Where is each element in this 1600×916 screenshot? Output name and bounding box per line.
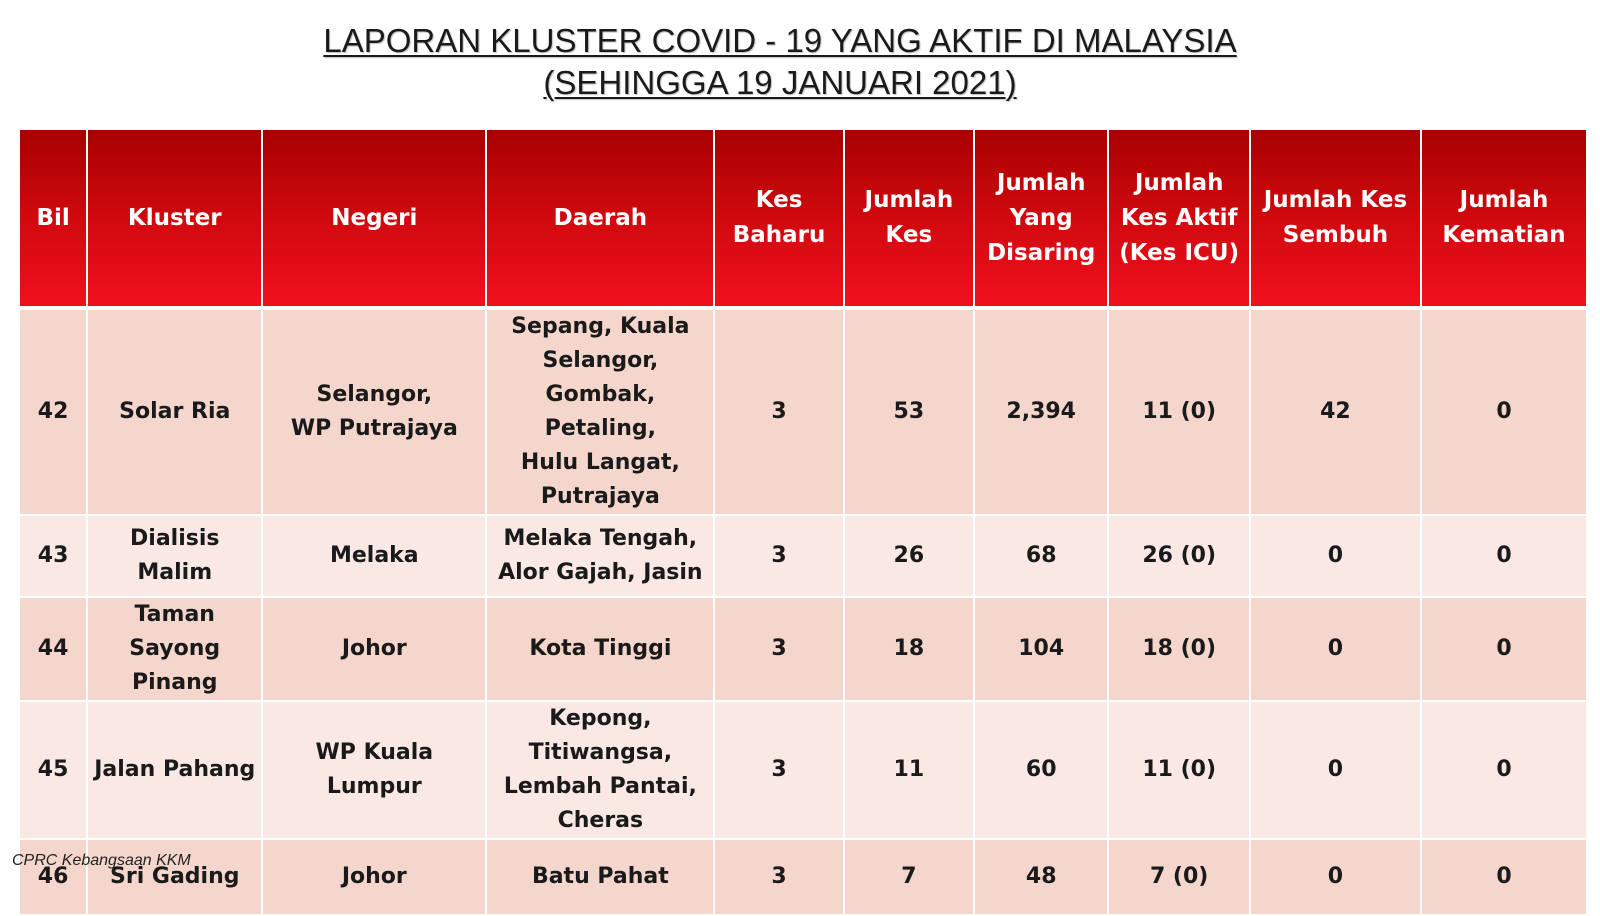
cell-negeri: Selangor, WP Putrajaya — [263, 310, 485, 516]
cell-jumlah-kes-sembuh: 0 — [1251, 598, 1420, 702]
cell-bil: 46 — [20, 840, 86, 916]
title-line-2: (SEHINGGA 19 JANUARI 2021) — [543, 64, 1017, 101]
cell-jumlah-kematian: 0 — [1422, 702, 1586, 840]
cell-jumlah-kematian: 0 — [1422, 310, 1586, 516]
table-row[interactable] — [20, 516, 1586, 598]
cell-kluster: Sri Gading — [88, 840, 261, 916]
header-jumlah-kes-aktif[interactable]: Jumlah Kes Aktif (Kes ICU) — [1109, 130, 1249, 310]
cell-jumlah-kes-aktif: 26 (0) — [1109, 516, 1249, 598]
cell-jumlah-kematian: 0 — [1422, 598, 1586, 702]
cell-jumlah-kes: 11 — [845, 702, 973, 840]
cell-jumlah-kematian: 0 — [1422, 840, 1586, 916]
header-jumlah-kes-sembuh[interactable]: Jumlah Kes Sembuh — [1251, 130, 1420, 310]
cell-jumlah-kes: 7 — [845, 840, 973, 916]
cell-kes-baharu: 3 — [715, 702, 842, 840]
cell-jumlah-kes: 26 — [845, 516, 973, 598]
cell-jumlah-kes-aktif: 11 (0) — [1109, 702, 1249, 840]
cell-kes-baharu: 3 — [715, 310, 842, 516]
cell-jumlah-kes-aktif: 18 (0) — [1109, 598, 1249, 702]
header-negeri[interactable]: Negeri — [263, 130, 485, 310]
cluster-table-container — [18, 130, 1588, 916]
cell-kluster: Solar Ria — [88, 310, 261, 516]
cell-negeri: Melaka — [263, 516, 485, 598]
cell-jumlah-kes-sembuh: 42 — [1251, 310, 1420, 516]
cell-kluster: Taman Sayong Pinang — [88, 598, 261, 702]
cell-bil: 43 — [20, 516, 86, 598]
header-kes-baharu[interactable]: Kes Baharu — [715, 130, 842, 310]
header-jumlah-disaring[interactable]: Jumlah Yang Disaring — [975, 130, 1107, 310]
header-daerah[interactable]: Daerah — [487, 130, 713, 310]
cell-negeri: Johor — [263, 598, 485, 702]
cell-daerah: Batu Pahat — [487, 840, 713, 916]
cell-jumlah-disaring: 68 — [975, 516, 1107, 598]
cell-bil: 42 — [20, 310, 86, 516]
cell-negeri: WP Kuala Lumpur — [263, 702, 485, 840]
cell-kes-baharu: 3 — [715, 516, 842, 598]
cell-jumlah-kematian: 0 — [1422, 516, 1586, 598]
cell-kes-baharu: 3 — [715, 840, 842, 916]
cell-kluster: Dialisis Malim — [88, 516, 261, 598]
table-row[interactable] — [20, 702, 1586, 840]
header-jumlah-kes[interactable]: Jumlah Kes — [845, 130, 973, 310]
cell-jumlah-kes-sembuh: 0 — [1251, 840, 1420, 916]
cell-negeri: Johor — [263, 840, 485, 916]
cell-jumlah-disaring: 60 — [975, 702, 1107, 840]
header-kluster[interactable]: Kluster — [88, 130, 261, 310]
cell-daerah: Kepong, Titiwangsa, Lembah Pantai, Cheras — [487, 702, 713, 840]
title-line-1: LAPORAN KLUSTER COVID - 19 YANG AKTIF DI MALAYSIA — [323, 22, 1237, 59]
cell-jumlah-kes-aktif: 7 (0) — [1109, 840, 1249, 916]
cell-kes-baharu: 3 — [715, 598, 842, 702]
table-row[interactable] — [20, 598, 1586, 702]
cell-daerah: Melaka Tengah, Alor Gajah, Jasin — [487, 516, 713, 598]
cell-jumlah-kes-sembuh: 0 — [1251, 516, 1420, 598]
cell-bil: 44 — [20, 598, 86, 702]
cell-jumlah-disaring: 104 — [975, 598, 1107, 702]
report-title — [0, 20, 1560, 104]
table-header-row — [20, 130, 1586, 310]
cell-jumlah-kes: 18 — [845, 598, 973, 702]
cell-daerah: Sepang, Kuala Selangor, Gombak, Petaling, Hulu Langat, Putrajaya — [487, 310, 713, 516]
table-row[interactable] — [20, 840, 1586, 916]
cell-jumlah-kes-aktif: 11 (0) — [1109, 310, 1249, 516]
cluster-table — [18, 130, 1588, 916]
cell-bil: 45 — [20, 702, 86, 840]
cell-jumlah-kes: 53 — [845, 310, 973, 516]
cell-daerah: Kota Tinggi — [487, 598, 713, 702]
source-footnote: CPRC Kebangsaan KKM — [12, 852, 191, 869]
header-bil[interactable]: Bil — [20, 130, 86, 310]
cell-kluster: Jalan Pahang — [88, 702, 261, 840]
cell-jumlah-kes-sembuh: 0 — [1251, 702, 1420, 840]
cell-jumlah-disaring: 48 — [975, 840, 1107, 916]
cell-jumlah-disaring: 2,394 — [975, 310, 1107, 516]
table-row[interactable] — [20, 310, 1586, 516]
header-jumlah-kematian[interactable]: Jumlah Kematian — [1422, 130, 1586, 310]
